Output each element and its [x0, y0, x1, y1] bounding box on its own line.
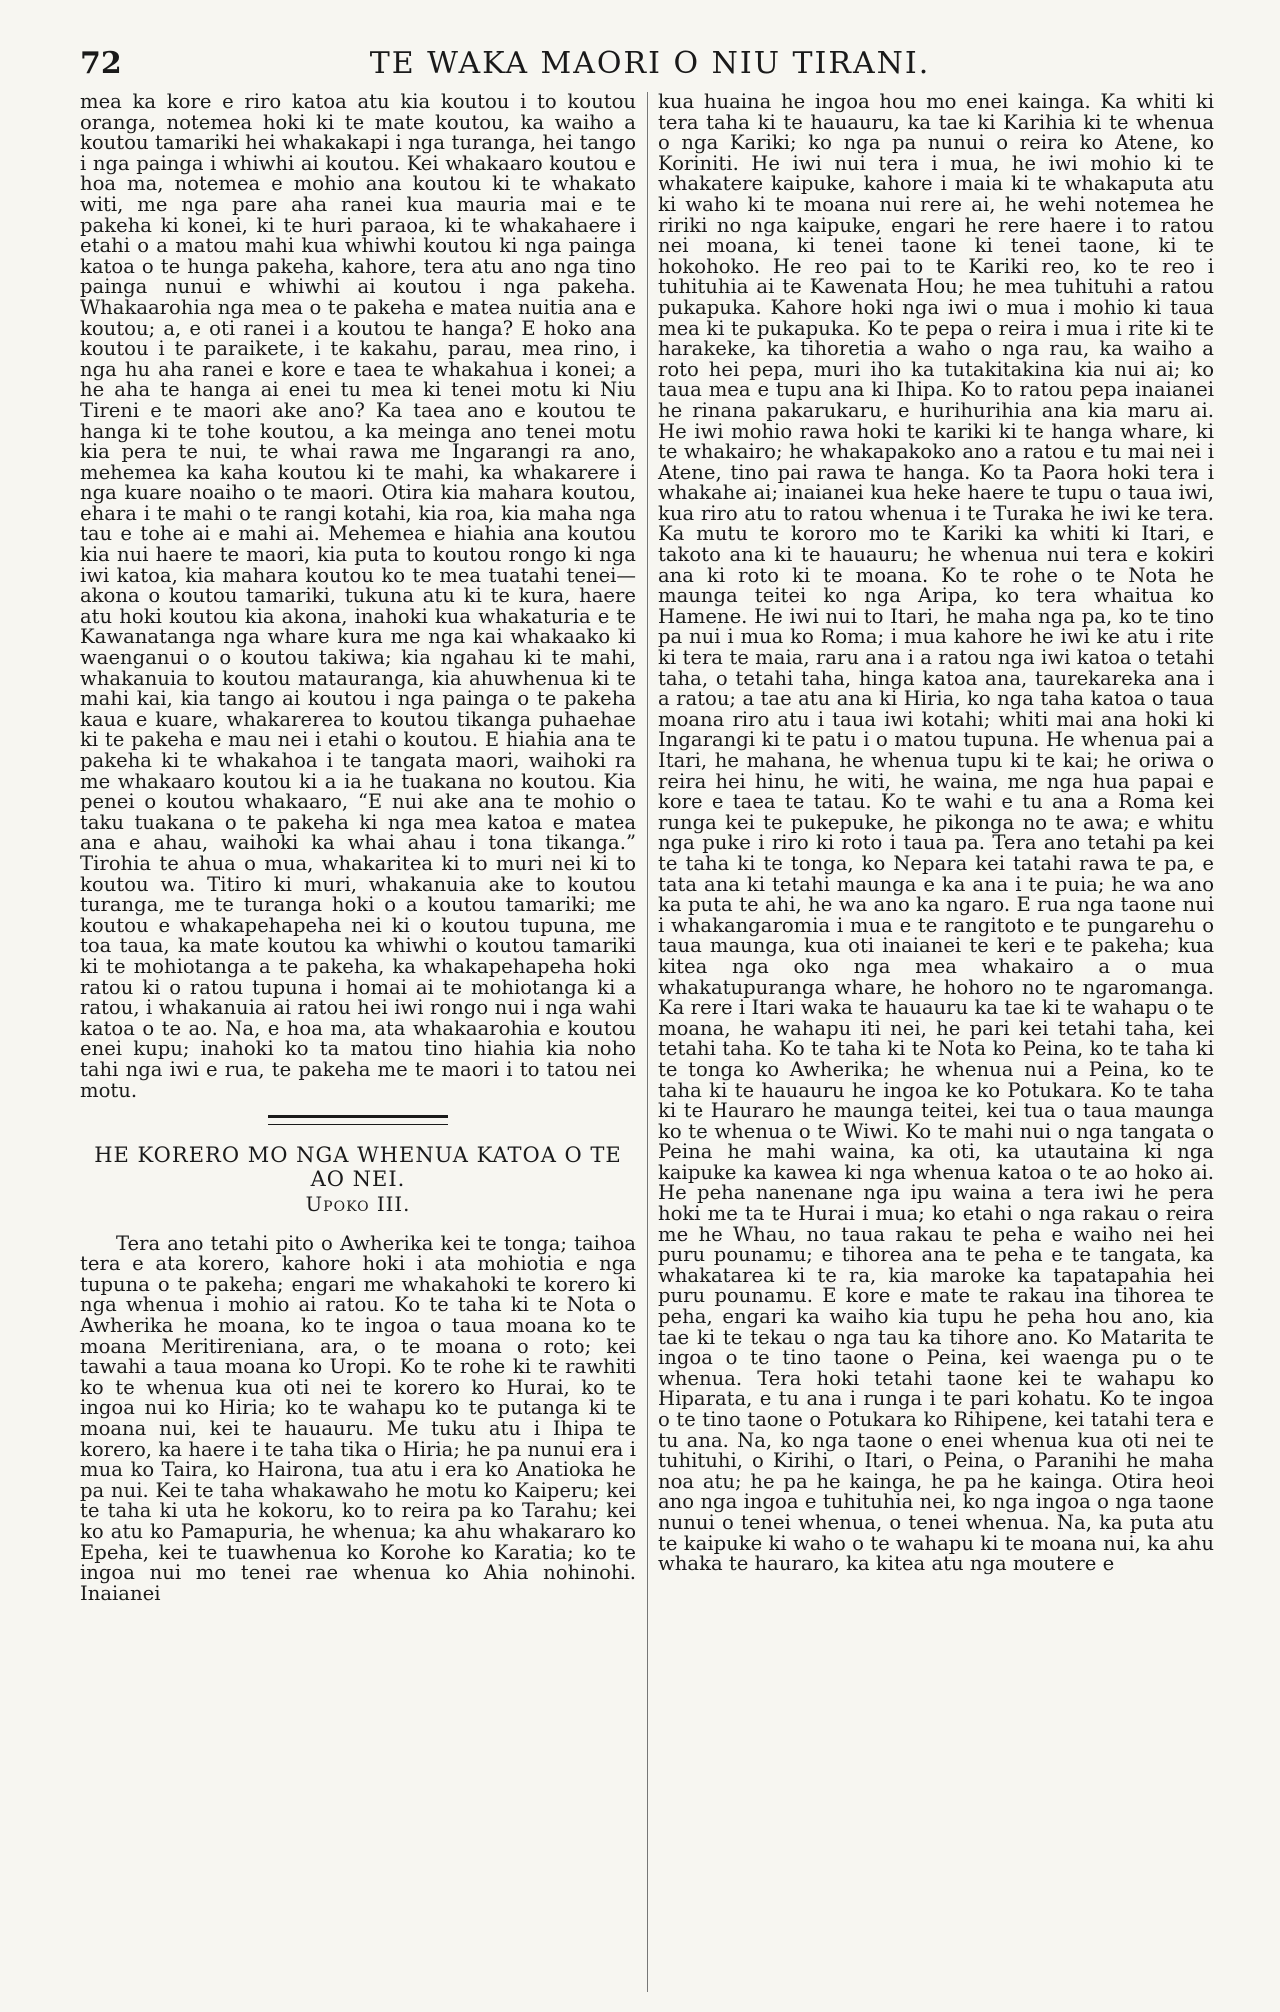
column-divider — [647, 92, 648, 1992]
running-title: TE WAKA MAORI O NIU TIRANI. — [369, 46, 931, 81]
left-column — [80, 92, 636, 1604]
left-paragraph-1: mea ka kore e riro katoa atu kia koutou i to koutou oranga, notemea hoki ki te mate koutou, ka waiho a koutou tamariki hei whakakapi i nga turanga, hei tango i nga painga i whiwhi ai koutou. Kei whakaaro koutou e hoa ma, notemea e mohio ana koutou ki te whakato witi, me nga pare aha ranei kua mauria mai e te pakeha ki konei, ki te huri paraoa, ki te whakahaere i etahi o a matou mahi kua whiwhi koutou ki nga painga katoa o te hunga pakeha, kahore, tera atu ano nga tino painga nunui e whiwhi ai koutou i nga pakeha. Whakaarohia nga mea o te pakeha e matea nuitia ana e koutou; a, e oti ranei i a koutou te hanga? E hoko ana koutou i te paraikete, i te kakahu, parau, mea rino, i nga hu aha ranei e kore e taea te whakahua i konei; a he aha te hanga ai enei tu mea ki tenei motu ki Niu Tireni e te maori ake ano? Ka taea ano e koutou te hanga ki te tohe koutou, a ka meinga ano tenei motu kia pera te nui, te whai rawa me Ingarangi ra ano, mehemea ka kaha koutou ki te mahi, ka whakarere i nga kuare noaiho o te maori. Otira kia mahara koutou, ehara i te mahi o te rangi kotahi, kia roa, kia maha nga tau e tohe ai e mahi ai. Mehemea e hiahia ana koutou kia nui haere te maori, kia puta to koutou rongo ki nga iwi katoa, kia mahara koutou ko te mea tuatahi tenei—akona o koutou tamariki, tukuna atu ki te kura, haere atu hoki koutou kia akona, inahoki kua whakaturia e te Kawanatanga nga whare kura me nga kai whakaako ki waenganui o o koutou takiwa; kia ngahau ki te mahi, whakanuia to koutou matauranga, kia ahuwhenua ki te mahi kai, kia tango ai koutou i nga painga o te pakeha kaua e kuare, whakarerea to koutou tikanga puhaehae ki te pakeha e mau nei i etahi o koutou. E hiahia ana te pakeha ki te whakahoa i te tangata maori, waihoki ra me whakaaro koutou ki a ia he tuakana no koutou. Kia penei o koutou whakaaro, “E nui ake ana te mohio o taku tuakana o te pakeha ki nga mea katoa e matea ana e ahau, waihoki ka whai ahau i tona tikanga.” Tirohia te ahua o mua, whakaritea ki to muri nei ki to koutou wa. Titiro ki muri, whakanuia ake to koutou turanga, me te turanga hoki o a koutou tamariki; me koutou e whakapehapeha nei ki o koutou tupuna, me toa taua, ka mate koutou ka whiwhi o koutou tamariki ki te mohiotanga a te pakeha, ka whakapehapeha hoki ratou ki o ratou tupuna i homai ai te mohiotanga ki a ratou, i whakanuia ai ratou hei iwi rongo nui i nga wahi katoa o te ao. Na, e hoa ma, ata whakaarohia e koutou enei kupu; inahoki ko ta matou tino hiahia kia noho tahi nga iwi e rua, te pakeha me te maori i to tatou nei motu. — [80, 90, 636, 1102]
right-column — [658, 92, 1214, 1575]
section-title: HE KORERO MO NGA WHENUA KATOA O TE AO NEI. — [94, 1143, 622, 1192]
left-paragraph-2: Tera ano tetahi pito o Awherika kei te tonga; taihoa tera e ata korero, kahore hoki i ata mohiotia e nga tupuna o te pakeha; engari me whakahoki te korero ki nga whenua i mohio ai ratou. Ko te taha ki te Nota o Awherika he moana, ko te ingoa o taua moana ko te moana Meritireniana, ara, o te moana o roto; kei tawahi a taua moana ko Uropi. Ko te rohe ki te rawhiti ko te whenua kua oti nei te korero ko Hurai, ko te ingoa nui ko Hiria; ko te wahapu ko te putanga ki te moana nui, kei te hauauru. Me tuku atu i Ihipa te korero, ka haere i te taha tika o Hiria; he pa nunui era i mua ko Taira, ko Hairona, tua atu i era ko Anatioka he pa nui. Kei te taha whakawaho he motu ko Kaiperu; kei te taha ki uta he kokoru, ko to reira pa ko Tarahu; kei ko atu ko Pamapuria, he whenua; ka ahu whakararo ko Epeha, kei te tuawhenua ko Korohe ko Karatia; ko te ingoa nui mo tenei rae whenua ko Ahia nohinohi. Inaianei — [80, 1231, 636, 1605]
right-paragraph-1: kua huaina he ingoa hou mo enei kainga. Ka whiti ki tera taha ki te hauauru, ka tae ki Karihia ki te whenua o nga Kariki; ko nga pa nunui o reira ko Atene, ko Koriniti. He iwi nui tera i mua, he iwi mohio ki te whakatere kaipuke, kahore i maia ki te whakaputa atu ki waho ki te moana nui rere ai, he wehi notemea he ririki no nga kaipuke, engari he rere haere i to ratou nei moana, ki tenei taone ki tenei taone, ki te hokohoko. He reo pai to te Kariki reo, ko te reo i tuhituhia ai te Kawenata Hou; he mea tuhituhi a ratou pukapuka. Kahore hoki nga iwi o mua i mohio ki taua mea ki te pukapuka. Ko te pepa o reira i mua i rite ki te harakeke, ka tihoretia a waho o nga rau, ka waiho a roto hei pepa, muri iho ka tutakitakina kia nui ai; ko taua mea e tupu ana ki Ihipa. Ko to ratou pepa inaianei he rinana pakarukaru, e hurihurihia ana kia maru ai. He iwi mohio rawa hoki te kariki ki te hanga whare, ki te whakairo; he whakapakoko ano a ratou e tu mai nei i Atene, tino pai rawa te hanga. Ko ta Paora hoki tera i whakahe ai; inaianei kua heke haere te tupu o taua iwi, kua riro atu to ratou whenua i te Turaka he iwi ke tera. Ka mutu te kororo mo te Kariki ka whiti ki Itari, e takoto ana ki te hauauru; he whenua nui tera e kokiri ana ki roto ki te moana. Ko te rohe o te Nota he maunga teitei ko nga Aripa, ko tera whaitua ko Hamene. He iwi nui to Itari, he maha nga pa, ko te tino pa nui i mua ko Roma; i mua kahore he iwi ke atu i rite ki tera te maia, raru ana i a ratou nga iwi katoa o tetahi taha, o tetahi taha, hinga katoa ana, taurekareka ana i a ratou; a tae atu ana ki Hiria, ko nga taha katoa o taua moana riro atu i taua iwi kotahi; whiti mai ana hoki ki Ingarangi ki te patu i o matou tupuna. He whenua pai a Itari, he mahana, he whenua tupu ki te kai; he oriwa o reira hei hinu, he witi, he waina, me nga hua papai e kore e taea te tatau. Ko te wahi e tu ana a Roma kei runga kei te pukepuke, he pikonga no te awa; e whitu nga puke i riro ki roto i taua pa. Tera ano tetahi pa kei te taha ki te tonga, ko Nepara kei tatahi rawa te pa, e tata ana ki tetahi maunga e ka ana i te puia; he wa ano ka puta te ahi, he wa ano ka ngaro. E rua nga taone nui i whakangaromia i mua e te rangitoto e te pungarehu o taua maunga, kua oti inaianei te keri e te pakeha; kua kitea nga oko nga mea whakairo a o mua whakatupuranga whare, he hohoro no te ngaromanga. Ka rere i Itari waka te hauauru ka tae ki te wahapu o te moana, he wahapu iti nei, he pari kei tetahi taha, kei tetahi taha. Ko te taha ki te Nota ko Peina, ko te taha ki te tonga ko Awherika; he whenua nui a Peina, ko te taha ki te hauauru he ingoa ke ko Potukara. Ko te taha ki te Hauraro he maunga teitei, kei tua o taua maunga ko te whenua o te Wiwi. Ko te mahi nui o nga tangata o Peina he mahi waina, ka oti, ka utautaina ki nga kaipuke ka kawea ki nga whenua katoa o te ao hoko ai. He peha nanenane nga ipu waina a tera iwi he pera hoki me ta te Hurai i mua; ko etahi o nga rakau o reira me he Whau, no taua rakau te peha e waiho nei hei puru pounamu; e tihorea ana te peha e te tangata, ka whakatarea ki te ra, kia maroke ka tapatapahia hei puru pounamu. E kore e mate te rakau ina tihorea te peha, engari ka waiho kia tupu he peha hou ano, kia tae ki te tekau o nga tau ka tihore ano. Ko Matarita te ingoa o te tino taone o Peina, kei waenga pu o te whenua. Tera hoki tetahi taone kei te wahapu ko Hiparata, e tu ana i runga i te pari kohatu. Ko te ingoa o te tino taone o Potukara ko Rihipene, kei tatahi tera e tu ana. Na, ko nga taone o enei whenua kua oti nei te tuhituhi, o Kirihi, o Itari, o Peina, o Paranihi he maha noa atu; he pa he kainga, he pa he kainga. Otira heoi ano nga ingoa e tuhituhia nei, ko nga ingoa o nga taone nunui o tenei whenua, o tenei whenua. Na, ka puta atu te kaipuke ki waho o te wahapu ki te moana nui, ka ahu whaka te hauraro, ka kitea atu nga moutere e — [658, 90, 1214, 1576]
section-divider — [80, 1115, 636, 1125]
page-number: 72 — [80, 46, 122, 81]
chapter-heading: Upoko III. — [305, 1193, 411, 1217]
page-header — [80, 38, 1220, 98]
double-rule — [268, 1115, 448, 1125]
